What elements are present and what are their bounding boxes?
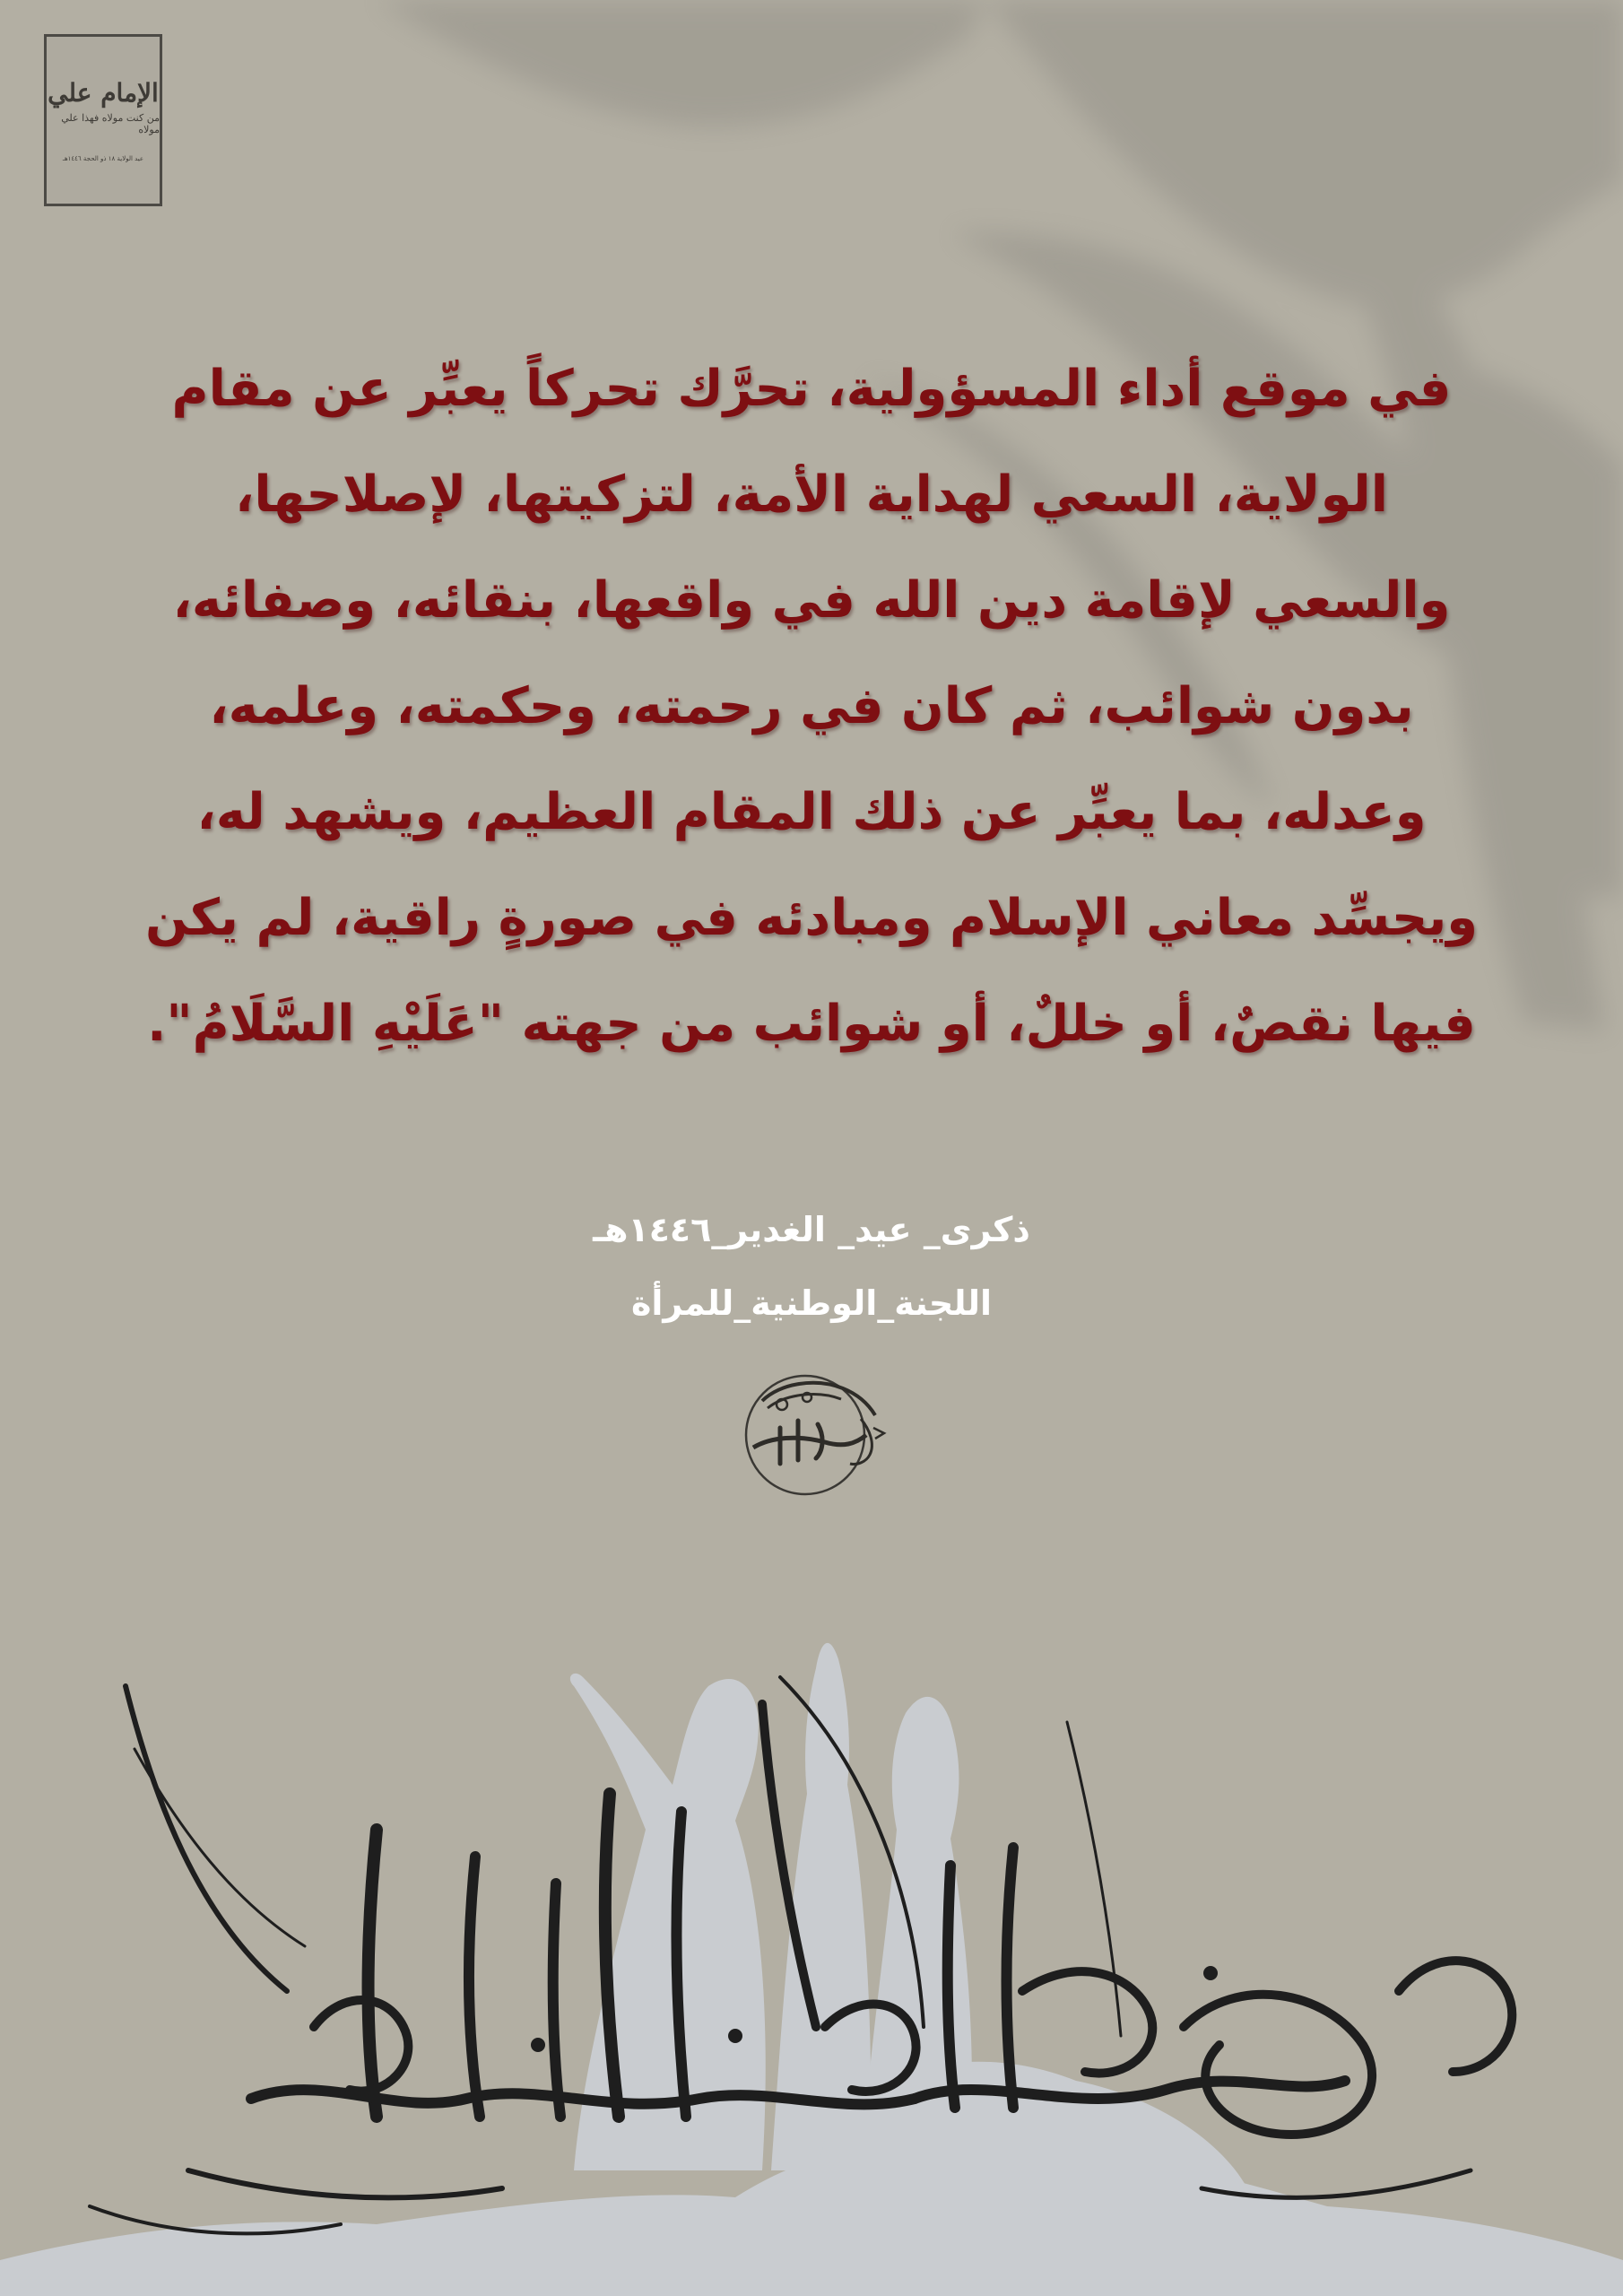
- quote-line: في موقع أداء المسؤولية، تحرَّك تحركاً يعبِّر عن مقام: [171, 360, 1452, 418]
- hashtags: [0, 1193, 1623, 1340]
- quote-line: الولاية، السعي لهداية الأمة، لتزكيتها، لإصلاحها،: [235, 465, 1388, 524]
- hashtag-committee: اللجنة_الوطنية_للمرأة: [630, 1283, 993, 1323]
- ghadir-calligraphy: [54, 1650, 1569, 2296]
- quote-line: وعدله، بما يعبِّر عن ذلك المقام العظيم، ويشهد له،: [196, 783, 1427, 841]
- womens-committee-emblem: [735, 1365, 890, 1500]
- hashtag-occasion: ذكرى_ عيد_ الغدير_١٤٤٦هـ: [593, 1210, 1030, 1249]
- logo-caption: عيد الولاية ١٨ ذو الحجة ١٤٤٦هـ: [62, 155, 144, 162]
- logo-subtitle: من كنت مولاه فهذا علي مولاه: [61, 112, 160, 135]
- imam-ali-logo: [44, 34, 162, 206]
- quote-line: ويجسِّد معاني الإسلام ومبادئه في صورةٍ راقية، لم يكن: [144, 889, 1479, 947]
- quote-line: بدون شوائب، ثم كان في رحمته، وحكمته، وعلمه،: [209, 677, 1414, 735]
- quote-line: والسعي لإقامة دين الله في واقعها، بنقائه، وصفائه،: [172, 571, 1451, 630]
- logo-title: الإمام علي: [48, 78, 159, 108]
- main-quote: [126, 336, 1497, 1077]
- quote-line: فيها نقصٌ، أو خللٌ، أو شوائب من جهته "عَلَيْهِ السَّلَامُ".: [147, 995, 1476, 1053]
